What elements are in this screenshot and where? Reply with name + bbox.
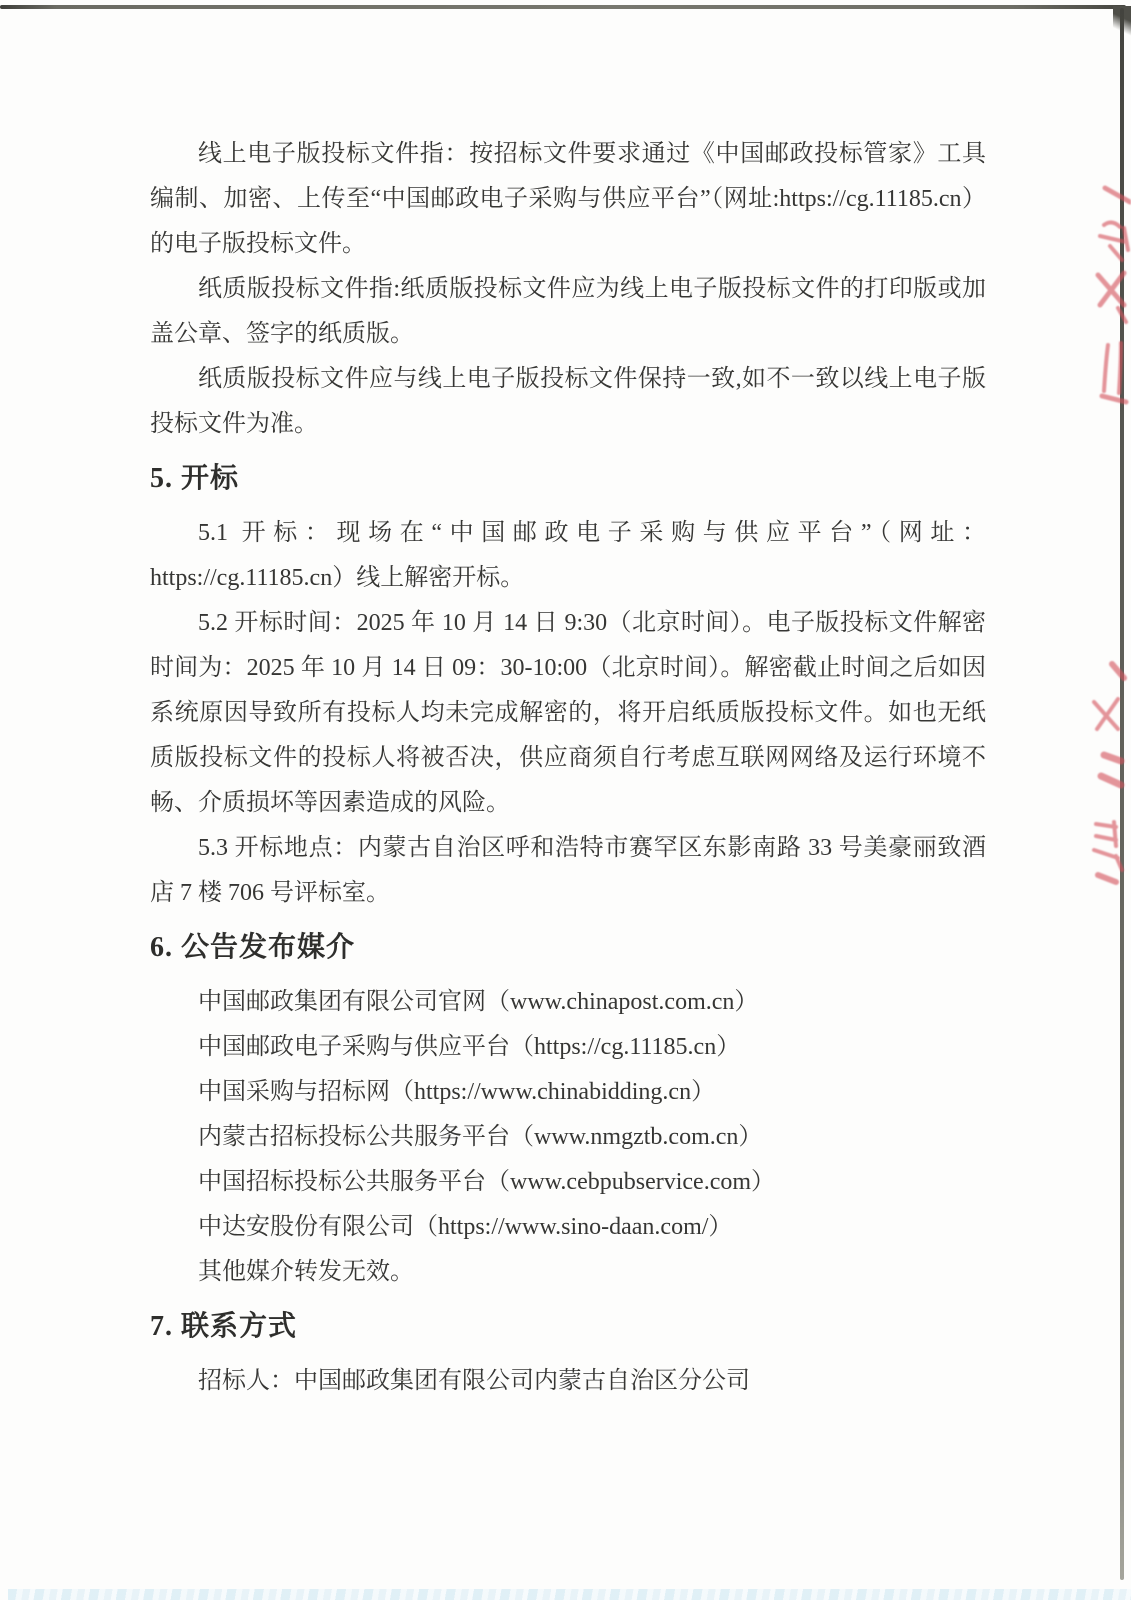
intro-paragraph-paper-bid-file: 纸质版投标文件指:纸质版投标文件应为线上电子版投标文件的打印版或加盖公章、签字的纸质版。 (150, 276, 986, 347)
intro-paragraph-consistency: 纸质版投标文件应与线上电子版投标文件保持一致,如不一致以线上电子版投标文件为准。 (150, 366, 986, 437)
section-heading-announcement-media: 6. 公告发布媒介 (150, 932, 356, 963)
media-item-nmgztb: 内蒙古招标投标公共服务平台（www.nmgztb.com.cn） (198, 1124, 763, 1150)
scan-bottom-pattern-strip (8, 1589, 1131, 1600)
section-heading-contact: 7. 联系方式 (150, 1311, 298, 1342)
media-item-chinapost: 中国邮政集团有限公司官网（www.chinapost.com.cn） (198, 989, 759, 1015)
media-item-cebpubservice: 中国招标投标公共服务平台（www.cebpubservice.com） (198, 1169, 776, 1195)
media-item-cg11185: 中国邮政电子采购与供应平台（https://cg.11185.cn） (198, 1034, 741, 1060)
paragraph-5-2-bid-opening-time: 5.2 开标时间：2025 年 10 月 14 日 9:30（北京时间）。电子版投标文件解密时间为：2025 年 10 月 14 日 09：30-10:00（北京时间）。解密截止时间之后如因系统原因导致所有投标人均未完成解密的，将开启纸质版投标文件。如也无纸质版投标文件的投标人将被否决，供应商须自行考虑互联网网络及运行环境不畅、介质损坏等因素造成的风险。 (150, 610, 986, 816)
media-item-sino-daan: 中达安股份有限公司（https://www.sino-daan.com/） (198, 1214, 733, 1240)
scan-top-edge-line (0, 5, 1126, 9)
paragraph-5-3-bid-opening-place: 5.3 开标地点：内蒙古自治区呼和浩特市赛罕区东影南路 33 号美豪丽致酒店 7 楼 706 号评标室。 (150, 835, 986, 906)
paragraph-5-1-bid-opening: 5.1 开标：现场在“中国邮政电子采购与供应平台”（网址：https://cg.11185.cn）线上解密开标。 (150, 520, 986, 591)
paragraph-tenderer: 招标人：中国邮政集团有限公司内蒙古自治区分公司 (198, 1368, 750, 1394)
intro-paragraph-online-bid-file: 线上电子版投标文件指：按招标文件要求通过《中国邮政投标管家》工具编制、加密、上传至“中国邮政电子采购与供应平台”（网址:https://cg.11185.cn）的电子版投标文件。 (150, 141, 986, 257)
document-content (150, 132, 986, 1404)
red-stamp-marks (1066, 140, 1131, 900)
media-item-other-invalid: 其他媒介转发无效。 (198, 1259, 414, 1285)
media-item-chinabidding: 中国采购与招标网（https://www.chinabidding.cn） (198, 1079, 716, 1105)
section-heading-bid-opening: 5. 开标 (150, 463, 240, 494)
